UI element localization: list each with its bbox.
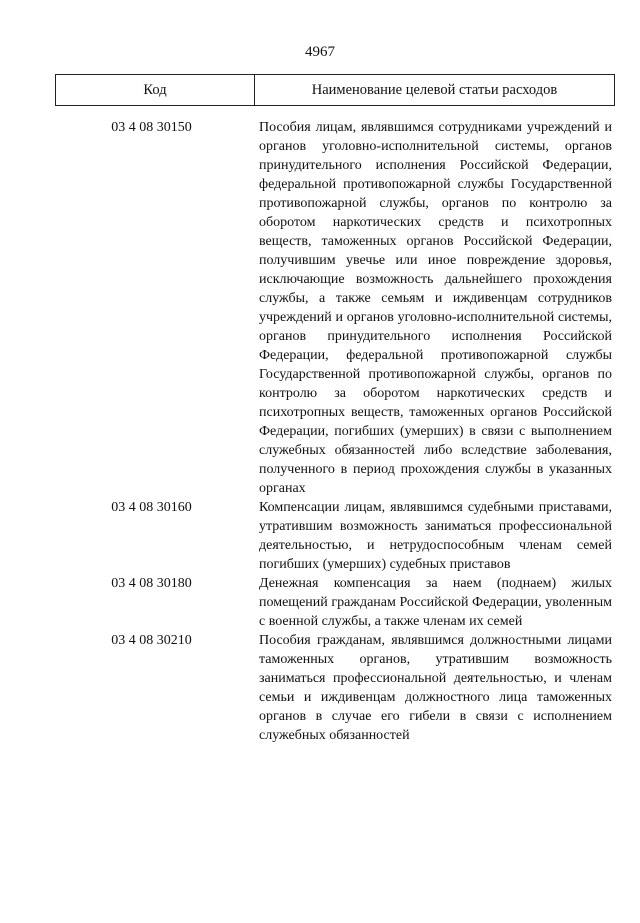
table-row <box>55 118 615 498</box>
row-code: 03 4 08 30180 <box>111 576 192 591</box>
table-header <box>55 74 615 106</box>
table-row <box>55 498 615 574</box>
row-description: Пособия лицам, являвшимся сотрудниками учреждений и органов уголовно-исполнительной системы, органов принудительного исполнения Российской Федерации, федеральной противопожарной службы Государственной противопожарной службы, органов по контролю за оборотом наркотических средств и психотропных веществ, таможенных органов Российской Федерации, получившим увечье или иное повреждение здоровья, исключающие возможность дальнейшего прохождения службы, а также семьям и иждивенцам сотрудников учреждений и органов уголовно-исполнительной системы, органов принудительного исполнения Российской Федерации, федеральной противопожарной службы Государственной противопожарной службы, органов по контролю за оборотом наркотических средств и психотропных веществ, таможенных органов Российской Федерации, погибших (умерших) в связи с выполнением служебных обязанностей либо вследствие заболевания, полученного в период прохождения службы в указанных органах <box>259 120 612 496</box>
row-code: 03 4 08 30150 <box>111 120 192 135</box>
column-header-code: Код <box>56 75 255 105</box>
row-description: Денежная компенсация за наем (поднаем) жилых помещений гражданам Российской Федерации, уволенным с военной службы, а также членам их семей <box>259 576 612 629</box>
row-description: Пособия гражданам, являвшимся должностными лицами таможенных органов, утратившим возможность заниматься профессиональной деятельностью, и членам семьи и иждивенцам должностного лица таможенных органов в случае его гибели в связи с исполнением служебных обязанностей <box>259 633 612 743</box>
page-number: 4967 <box>305 44 335 60</box>
table-row <box>55 631 615 745</box>
row-code: 03 4 08 30210 <box>111 633 192 648</box>
row-code: 03 4 08 30160 <box>111 500 192 515</box>
table-row <box>55 574 615 631</box>
row-description: Компенсации лицам, являвшимся судебными приставами, утратившим возможность заниматься профессиональной деятельностью, и нетрудоспособным членам семей погибших (умерших) судебных приставов <box>259 500 612 572</box>
table-body <box>55 118 615 745</box>
column-header-name: Наименование целевой статьи расходов <box>311 81 558 98</box>
